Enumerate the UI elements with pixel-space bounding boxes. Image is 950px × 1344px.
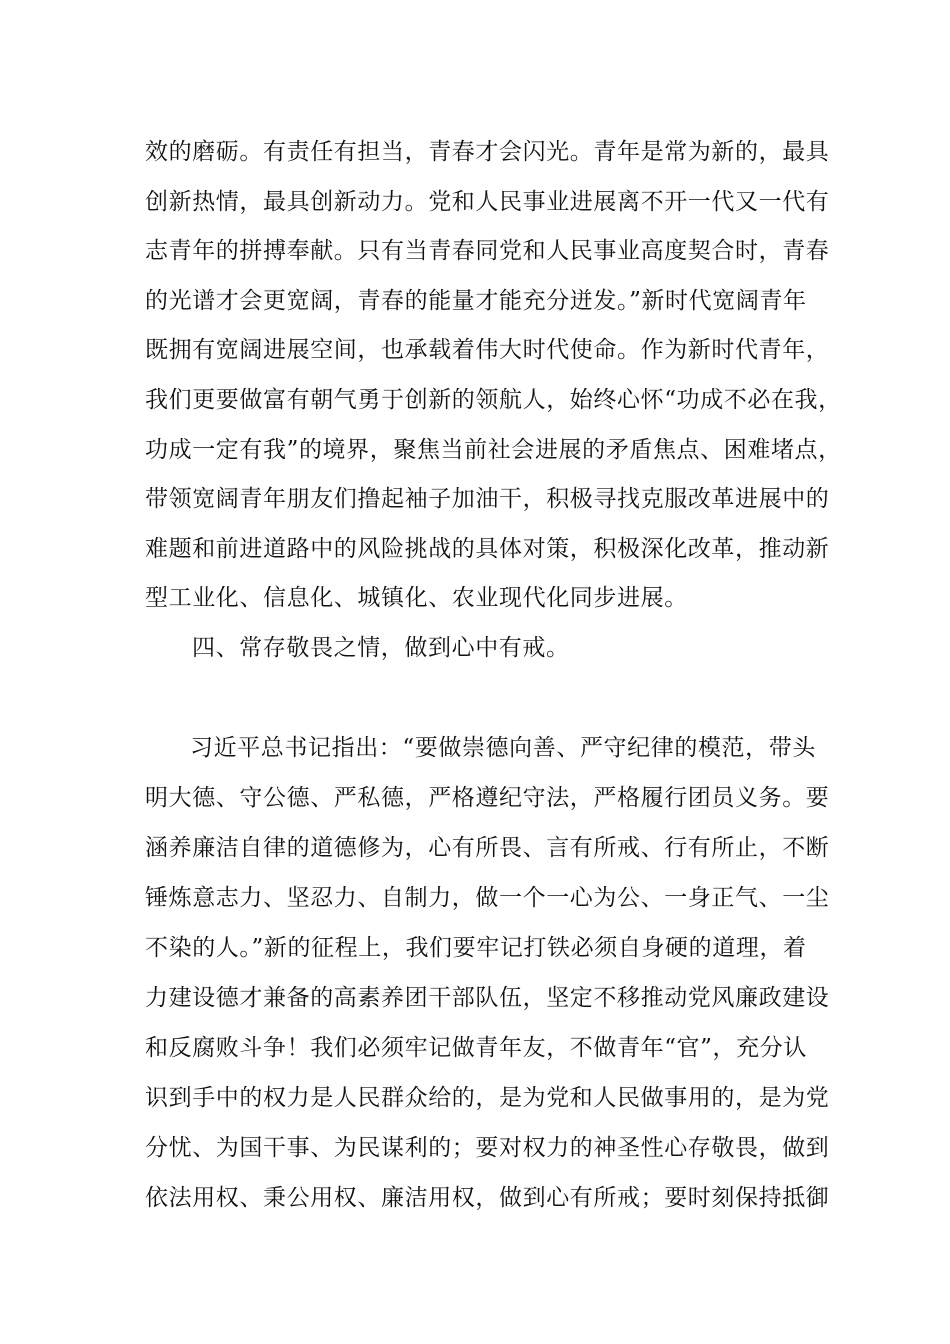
- paragraph-1-line-6: 我们更要做富有朝气勇于创新的领航人，始终心怀“功成不必在我，: [145, 387, 842, 413]
- paragraph-2-line-8: 识到手中的权力是人民群众给的，是为党和人民做事用的，是为党: [145, 1085, 830, 1111]
- paragraph-1-line-2: 创新热情，最具创新动力。党和人民事业进展离不开一代又一代有: [145, 189, 830, 215]
- paragraph-2-line-10: 依法用权、秉公用权、廉洁用权，做到心有所戒；要时刻保持抵御: [145, 1185, 830, 1211]
- paragraph-2-line-3: 涵养廉洁自律的道德修为，心有所畏、言有所戒、行有所止，不断: [145, 835, 830, 861]
- paragraph-1-line-7: 功成一定有我”的境界，聚焦当前社会进展的矛盾焦点、困难堵点，: [145, 437, 842, 463]
- section-heading-4: 四、常存敬畏之情，做到心中有戒。: [192, 635, 570, 661]
- paragraph-2-line-5: 不染的人。”新的征程上，我们要牢记打铁必须自身硬的道理，着: [145, 935, 807, 961]
- paragraph-1-line-9: 难题和前进道路中的风险挑战的具体对策，积极深化改革，推动新: [145, 536, 830, 562]
- paragraph-1-line-4: 的光谱才会更宽阔，青春的能量才能充分迸发。”新时代宽阔青年: [145, 288, 807, 314]
- paragraph-1-line-10: 型工业化、信息化、城镇化、农业现代化同步进展。: [145, 585, 688, 611]
- paragraph-2-line-4: 锤炼意志力、坚忍力、自制力，做一个一心为公、一身正气、一尘: [145, 885, 830, 911]
- paragraph-2-line-1: 习近平总书记指出：“要做崇德向善、严守纪律的模范，带头: [190, 735, 816, 761]
- paragraph-2-line-6: 力建设德才兼备的高素养团干部队伍，坚定不移推动党风廉政建设: [145, 985, 830, 1011]
- paragraph-1-line-8: 带领宽阔青年朋友们撸起袖子加油干，积极寻找克服改革进展中的: [145, 486, 830, 512]
- paragraph-2-line-9: 分忧、为国干事、为民谋利的；要对权力的神圣性心存敬畏，做到: [145, 1135, 830, 1161]
- paragraph-1-line-1: 效的磨砺。有责任有担当，青春才会闪光。青年是常为新的，最具: [145, 139, 830, 165]
- paragraph-2-line-2: 明大德、守公德、严私德，严格遵纪守法，严格履行团员义务。要: [145, 785, 830, 811]
- paragraph-2-line-7: 和反腐败斗争！我们必须牢记做青年友，不做青年“官”，充分认: [145, 1035, 807, 1061]
- paragraph-1-line-5: 既拥有宽阔进展空间，也承载着伟大时代使命。作为新时代青年，: [145, 337, 830, 363]
- paragraph-1-line-3: 志青年的拼搏奉献。只有当青春同党和人民事业高度契合时，青春: [145, 238, 830, 264]
